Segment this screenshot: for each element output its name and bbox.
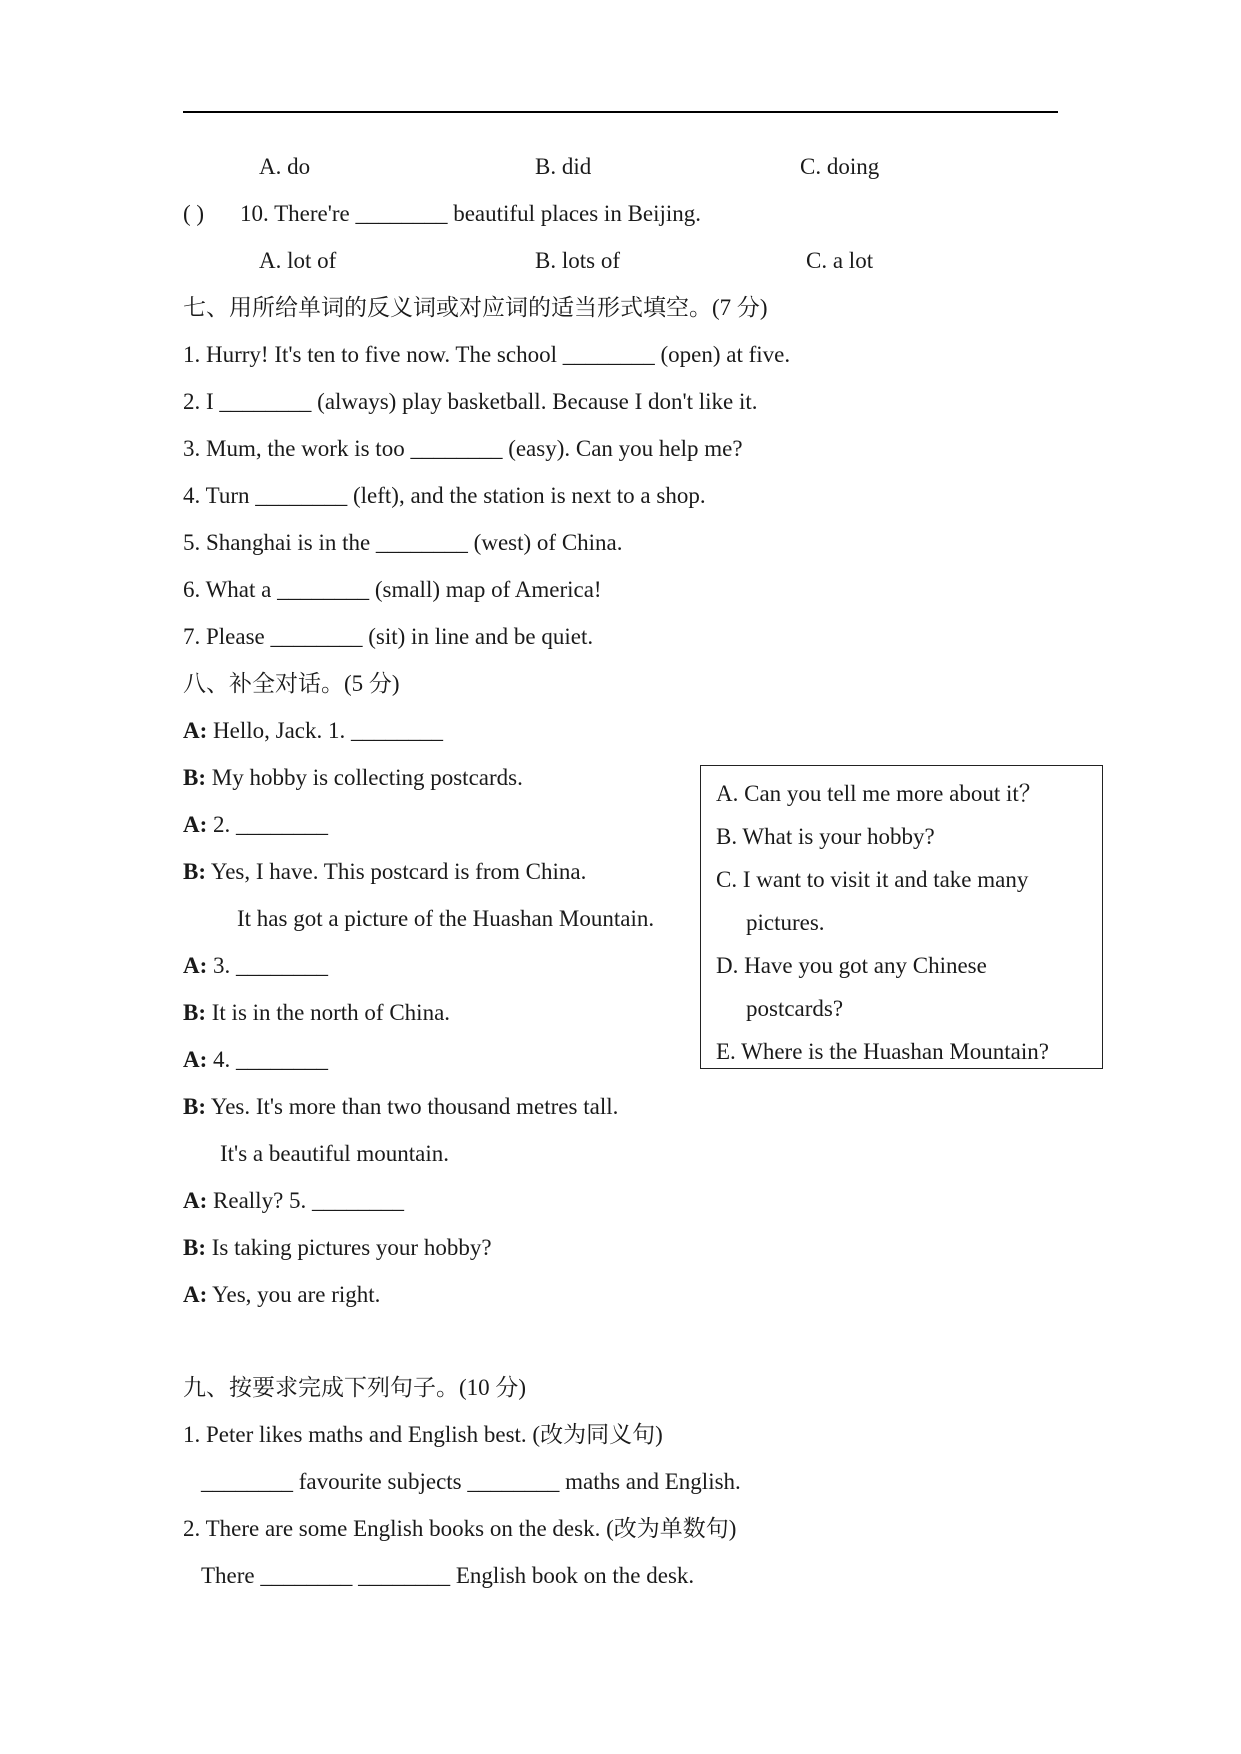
dialog-line xyxy=(183,1189,404,1212)
dialog-speaker: A: xyxy=(183,1282,208,1307)
section9-title: 九、按要求完成下列句子。(10 分) xyxy=(183,1375,527,1400)
section9-line: ________ favourite subjects ________ maths and English. xyxy=(201,1469,741,1494)
q10-option-b: B. lots of xyxy=(535,248,620,273)
dialog-line xyxy=(183,813,328,836)
section8-title: 八、补全对话。(5 分) xyxy=(183,671,400,696)
dialog-text: 4. ________ xyxy=(207,1047,329,1072)
dialog-line xyxy=(183,954,328,977)
dialog-speaker: B: xyxy=(183,1235,206,1260)
section7-item: 7. Please ________ (sit) in line and be quiet. xyxy=(183,624,594,649)
q10-option-c: C. a lot xyxy=(806,248,874,273)
dialog-option: D. Have you got any Chinese xyxy=(716,953,987,978)
dialog-line xyxy=(183,860,586,883)
q9-option-b: B. did xyxy=(535,154,592,179)
dialog-text: 2. ________ xyxy=(207,812,329,837)
section9-line: 2. There are some English books on the desk. (改为单数句) xyxy=(183,1516,737,1541)
dialog-text: Hello, Jack. 1. ________ xyxy=(207,718,443,743)
dialog-text: My hobby is collecting postcards. xyxy=(206,765,523,790)
section7-title: 七、用所给单词的反义词或对应词的适当形式填空。(7 分) xyxy=(183,295,768,320)
q10-option-a: A. lot of xyxy=(259,248,337,273)
dialog-text: Yes, I have. This postcard is from China. xyxy=(206,859,587,884)
dialog-option: C. I want to visit it and take many xyxy=(716,867,1029,892)
dialog-speaker: B: xyxy=(183,859,206,884)
dialog-line xyxy=(183,719,443,742)
dialog-option: E. Where is the Huashan Mountain? xyxy=(716,1039,1049,1064)
dialog-text: Yes. It's more than two thousand metres tall. xyxy=(206,1094,619,1119)
dialog-text: It's a beautiful mountain. xyxy=(220,1141,449,1166)
dialog-option: B. What is your hobby? xyxy=(716,824,935,849)
dialog-line xyxy=(183,1095,618,1118)
dialog-line xyxy=(183,1001,450,1024)
dialog-line xyxy=(220,1142,449,1165)
dialog-speaker: B: xyxy=(183,1094,206,1119)
q9-option-a: A. do xyxy=(259,154,311,179)
dialog-text: 3. ________ xyxy=(207,953,329,978)
section7-item: 4. Turn ________ (left), and the station is next to a shop. xyxy=(183,483,706,508)
dialog-option: pictures. xyxy=(746,910,825,935)
dialog-speaker: A: xyxy=(183,812,208,837)
section7-item: 3. Mum, the work is too ________ (easy). Can you help me? xyxy=(183,436,743,461)
section7-item: 6. What a ________ (small) map of America! xyxy=(183,577,602,602)
dialog-speaker: A: xyxy=(183,1047,208,1072)
section7-item: 1. Hurry! It's ten to five now. The school ________ (open) at five. xyxy=(183,342,791,367)
dialog-option: A. Can you tell me more about it？ xyxy=(716,781,1042,806)
q10-answer-paren: ( ) xyxy=(183,201,205,226)
section9-line: There ________ ________ English book on the desk. xyxy=(201,1563,695,1588)
dialog-text: Really? 5. ________ xyxy=(207,1188,405,1213)
dialog-line xyxy=(237,907,654,930)
dialog-speaker: A: xyxy=(183,953,208,978)
dialog-speaker: A: xyxy=(183,1188,208,1213)
dialog-text: It is in the north of China. xyxy=(206,1000,451,1025)
dialog-text: Yes, you are right. xyxy=(207,1282,381,1307)
dialog-speaker: A: xyxy=(183,718,208,743)
dialog-speaker: B: xyxy=(183,765,206,790)
dialog-line xyxy=(183,1048,328,1071)
q9-option-c: C. doing xyxy=(800,154,880,179)
dialog-line xyxy=(183,1283,380,1306)
dialog-speaker: B: xyxy=(183,1000,206,1025)
header-rule xyxy=(183,111,1058,113)
section9-line: 1. Peter likes maths and English best. (改为同义句) xyxy=(183,1422,663,1447)
dialog-line xyxy=(183,1236,492,1259)
section7-item: 2. I ________ (always) play basketball. Because I don't like it. xyxy=(183,389,758,414)
dialog-option: postcards? xyxy=(746,996,844,1021)
dialog-text: It has got a picture of the Huashan Mountain. xyxy=(237,906,655,931)
dialog-text: Is taking pictures your hobby? xyxy=(206,1235,492,1260)
q10-stem: 10. There're ________ beautiful places in Beijing. xyxy=(240,201,702,226)
section7-item: 5. Shanghai is in the ________ (west) of China. xyxy=(183,530,623,555)
dialog-line xyxy=(183,766,523,789)
